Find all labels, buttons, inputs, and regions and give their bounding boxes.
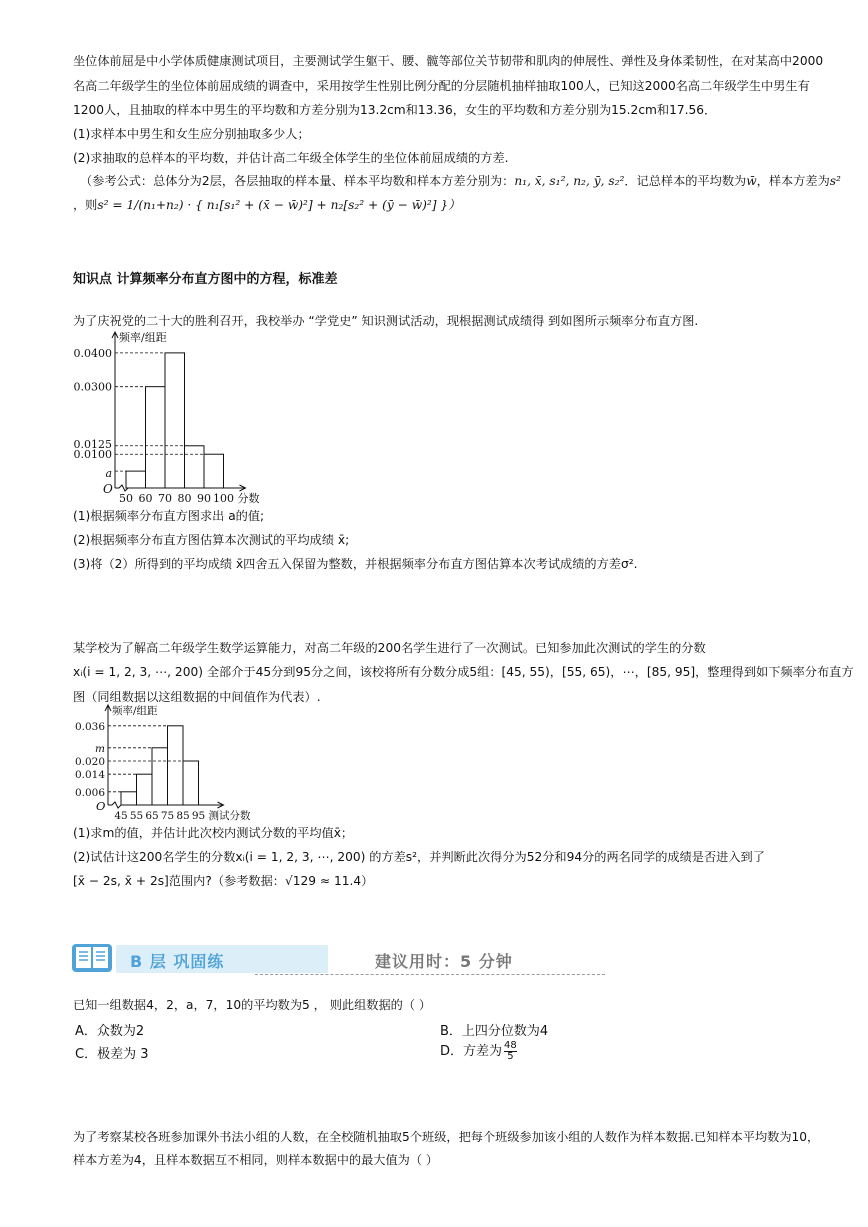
book-icon — [70, 941, 114, 975]
histogram-bar — [183, 761, 199, 805]
y-axis-label: 频率/组距 — [112, 705, 158, 717]
problem-4-stem: 已知一组数据4，2，a，7，10的平均数为5 ， 则此组数据的（ ） — [73, 998, 432, 1012]
problem-3-text-line: xᵢ(i = 1, 2, 3, ⋯, 200) 全部介于45分到95分之间，该校将所有分数分成5组：[45, 55)，[55, 65)，⋯，[85, 95]，整理得到如下频率分布直方 — [73, 665, 854, 679]
x-tick-label: 70 — [158, 492, 172, 504]
problem-2-question-2: (2)根据频率分布直方图估算本次测试的平均成绩 x̄; — [73, 533, 350, 547]
histogram-bar — [168, 726, 184, 805]
reference-s2: s² — [829, 174, 841, 188]
histogram-bar — [121, 792, 137, 805]
x-tick-label: 65 — [145, 810, 159, 822]
y-tick-label: m — [95, 742, 105, 755]
reference-symbols: n₁, x̄, s₁², n₂, ȳ, s₂² — [514, 174, 625, 188]
y-tick-label: a — [105, 467, 112, 481]
reference-suffix-2: ，样本方差为 — [756, 174, 830, 188]
option-b[interactable]: B．上四分位数为4 — [440, 1024, 549, 1039]
problem-3-question-1: (1)求m的值，并估计此次校内测试分数的平均值x̄； — [73, 826, 354, 840]
y-tick-label: 0.0400 — [73, 346, 112, 360]
banner-divider — [255, 974, 605, 975]
option-a[interactable]: A．众数为2 — [75, 1024, 145, 1039]
x-tick-label: 45 — [114, 810, 128, 822]
x-tick-label: 100 — [213, 492, 234, 504]
histogram-bar — [126, 471, 146, 488]
problem-1-formula-line — [73, 197, 460, 213]
problem-3-question-3: [x̄ − 2s, x̄ + 2s]范围内?（参考数据：√129 ≈ 11.4） — [73, 874, 374, 888]
x-tick-label: 95 — [191, 810, 206, 822]
problem-2-intro: 为了庆祝党的二十大的胜利召开，我校举办 “学党史” 知识测试活动，现根据测试成绩得 到如图所示频率分布直方图. — [73, 314, 699, 328]
histogram-bar — [137, 774, 153, 805]
banner-title: B 层 巩固练 — [130, 952, 225, 971]
x-tick-label: 55 — [129, 810, 144, 822]
x-tick-label: 50 — [119, 492, 133, 504]
option-c[interactable]: C．极差为 3 — [75, 1047, 149, 1062]
y-tick-label: 0.0300 — [73, 380, 112, 394]
histogram-bar — [204, 454, 224, 488]
y-tick-label: 0.0125 — [73, 437, 112, 451]
histogram-chart-1 — [66, 328, 276, 504]
histogram-chart-2 — [68, 702, 278, 824]
reference-prefix: （参考公式：总体分为2层，各层抽取的样本量、样本平均数和样本方差分别为： — [80, 174, 515, 188]
problem-3-question-2: (2)试估计这200名学生的分数xᵢ(i = 1, 2, 3, ⋯, 200) 的方差s²，并判断此次得分为52分和94分的两名同学的成绩是否进入到了 — [73, 850, 765, 864]
banner-time: 建议用时：5 分钟 — [375, 952, 513, 971]
fraction-numerator: 48 — [504, 1040, 517, 1051]
problem-3-text-line: 某学校为了解高二年级学生数学运算能力，对高二年级的200名学生进行了一次测试。已知参加此次测试的学生的分数 — [73, 641, 706, 655]
x-tick-label: 60 — [138, 492, 153, 504]
histogram-bar — [185, 446, 205, 488]
section-banner — [70, 941, 540, 977]
x-tick-label: 75 — [160, 810, 175, 822]
formula-prefix: ，则 — [73, 198, 98, 212]
variance-formula: s² = 1/(n₁+n₂) · { n₁[s₁² + (x̄ − w̄)²] + n₂[s₂² + (ȳ − w̄)²] }） — [97, 198, 461, 212]
x-axis-label: 分数 — [237, 492, 260, 504]
x-tick-label: 90 — [197, 492, 211, 504]
fraction-denominator: 5 — [507, 1051, 514, 1062]
reference-suffix: ．记总样本的平均数为 — [624, 174, 747, 188]
problem-1-reference-line — [80, 173, 841, 189]
y-tick-label: 0.0100 — [73, 448, 112, 462]
y-tick-label: 0.006 — [74, 786, 105, 799]
problem-1-text-line: 1200人，且抽取的样本中男生的平均数和方差分别为13.2cm和13.36，女生的平均数和方差分别为15.2cm和17.56． — [73, 103, 717, 117]
problem-5-text-line: 样本方差为4，且样本数据互不相同，则样本数据中的最大值为（ ） — [73, 1153, 439, 1167]
origin-label: O — [103, 482, 113, 496]
histogram-bar — [146, 387, 166, 488]
y-tick-label: 0.020 — [74, 756, 105, 768]
problem-1-question-1: (1)求样本中男生和女生应分别抽取多少人； — [73, 127, 310, 141]
problem-3-text-line: 图（同组数据以这组数据的中间值作为代表）. — [73, 690, 321, 704]
problem-2-question-3: (3)将（2）所得到的平均成绩 x̄四舍五入保留为整数，并根据频率分布直方图估算本次考试成绩的方差σ². — [73, 557, 638, 571]
problem-1-text-line: 坐位体前屈是中小学体质健康测试项目，主要测试学生躯干、腰、髋等部位关节韧带和肌肉的伸展性、弹性及身体柔韧性，在对某高中2000 — [73, 54, 824, 68]
origin-label: O — [96, 799, 106, 813]
problem-5-text-line: 为了考察某校各班参加课外书法小组的人数，在全校随机抽取5个班级，把每个班级参加该小组的人数作为样本数据.已知样本平均数为10， — [73, 1130, 820, 1144]
x-axis-label: 测试分数 — [208, 810, 251, 822]
problem-1-text-line: 名高二年级学生的坐位体前屈成绩的调查中，采用按学生性别比例分配的分层随机抽样抽取100人，已知这2000名高二年级学生中男生有 — [73, 79, 810, 93]
x-tick-label: 85 — [176, 810, 190, 822]
y-tick-label: 0.036 — [74, 720, 105, 733]
section-heading: 知识点 计算频率分布直方图中的方程，标准差 — [73, 272, 338, 287]
histogram-bar — [152, 748, 168, 805]
option-d-fraction — [504, 1041, 517, 1062]
problem-1-question-2: (2)求抽取的总样本的平均数，并估计高二年级全体学生的坐位体前屈成绩的方差. — [73, 151, 509, 165]
reference-w: w̄ — [746, 174, 757, 188]
option-d-label: D．方差为 — [440, 1044, 503, 1059]
x-tick-label: 80 — [177, 492, 192, 504]
option-d[interactable] — [440, 1040, 517, 1062]
y-axis-label: 频率/组距 — [119, 331, 167, 344]
y-tick-label: 0.014 — [74, 769, 105, 782]
histogram-bar — [165, 353, 185, 488]
problem-2-question-1: (1)根据频率分布直方图求出 a的值; — [73, 509, 265, 523]
